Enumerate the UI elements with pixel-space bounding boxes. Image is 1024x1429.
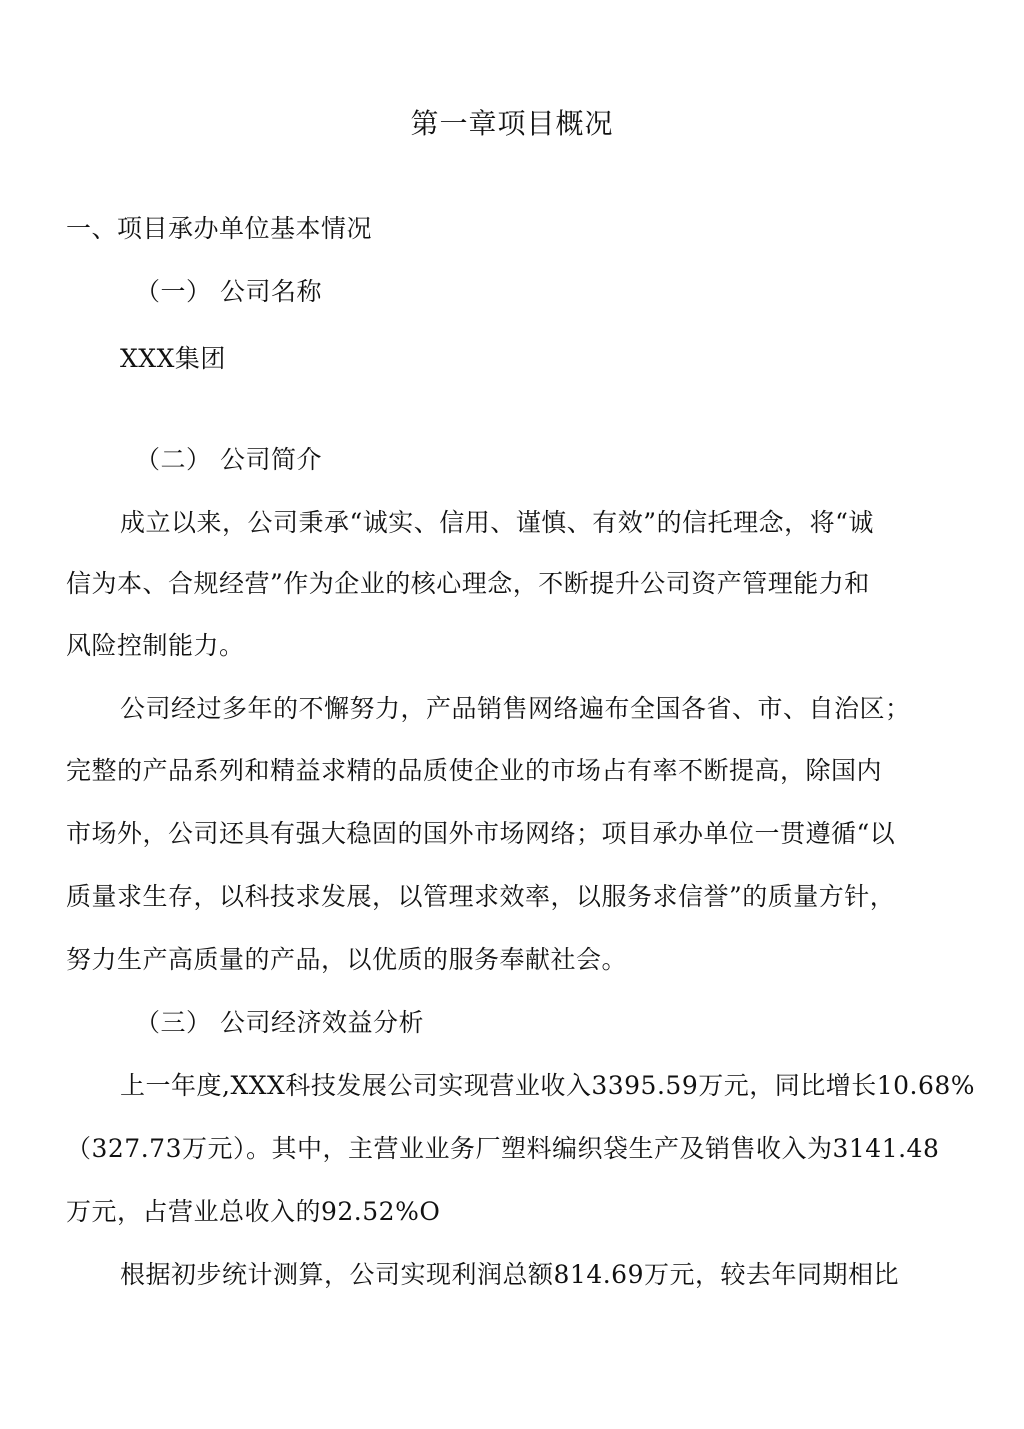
intro-paragraph-1-line-2: 信为本、合规经营”作为企业的核心理念，不断提升公司资产管理能力和 [66, 569, 870, 598]
intro-paragraph-2-line-4: 质量求生存，以科技求发展，以管理求效率，以服务求信誉”的质量方针， [66, 882, 896, 911]
econ-paragraph-1-line-1: 上一年度,XXX科技发展公司实现营业收入3395.59万元，同比增长10.68% [120, 1071, 976, 1100]
subsection-heading-economic-analysis: （三） 公司经济效益分析 [135, 1008, 424, 1037]
econ-paragraph-2-line-1: 根据初步统计测算，公司实现利润总额814.69万元，较去年同期相比 [120, 1260, 899, 1289]
intro-paragraph-2-line-1: 公司经过多年的不懈努力，产品销售网络遍布全国各省、市、自治区； [120, 694, 911, 723]
intro-paragraph-2-line-3: 市场外，公司还具有强大稳固的国外市场网络；项目承办单位一贯遵循“以 [66, 819, 896, 848]
company-name-text: XXX集团 [120, 344, 226, 373]
chapter-title: 第一章项目概况 [410, 107, 614, 140]
subsection-heading-company-intro: （二） 公司简介 [135, 445, 322, 474]
section-heading-1: 一、项目承办单位基本情况 [66, 214, 373, 243]
intro-paragraph-1-line-1: 成立以来，公司秉承“诚实、信用、谨慎、有效”的信托理念，将“诚 [120, 508, 874, 537]
intro-paragraph-2-line-5: 努力生产高质量的产品，以优质的服务奉献社会。 [66, 945, 628, 974]
intro-paragraph-2-line-2: 完整的产品系列和精益求精的品质使企业的市场占有率不断提高，除国内 [66, 756, 883, 785]
intro-paragraph-1-line-3: 风险控制能力。 [66, 631, 245, 660]
econ-paragraph-1-line-2: （327.73万元）。其中，主营业业务厂塑料编织袋生产及销售收入为3141.48 [66, 1134, 940, 1163]
subsection-heading-company-name: （一） 公司名称 [135, 277, 322, 306]
econ-paragraph-1-line-3: 万元，占营业总收入的92.52%O [66, 1197, 441, 1226]
